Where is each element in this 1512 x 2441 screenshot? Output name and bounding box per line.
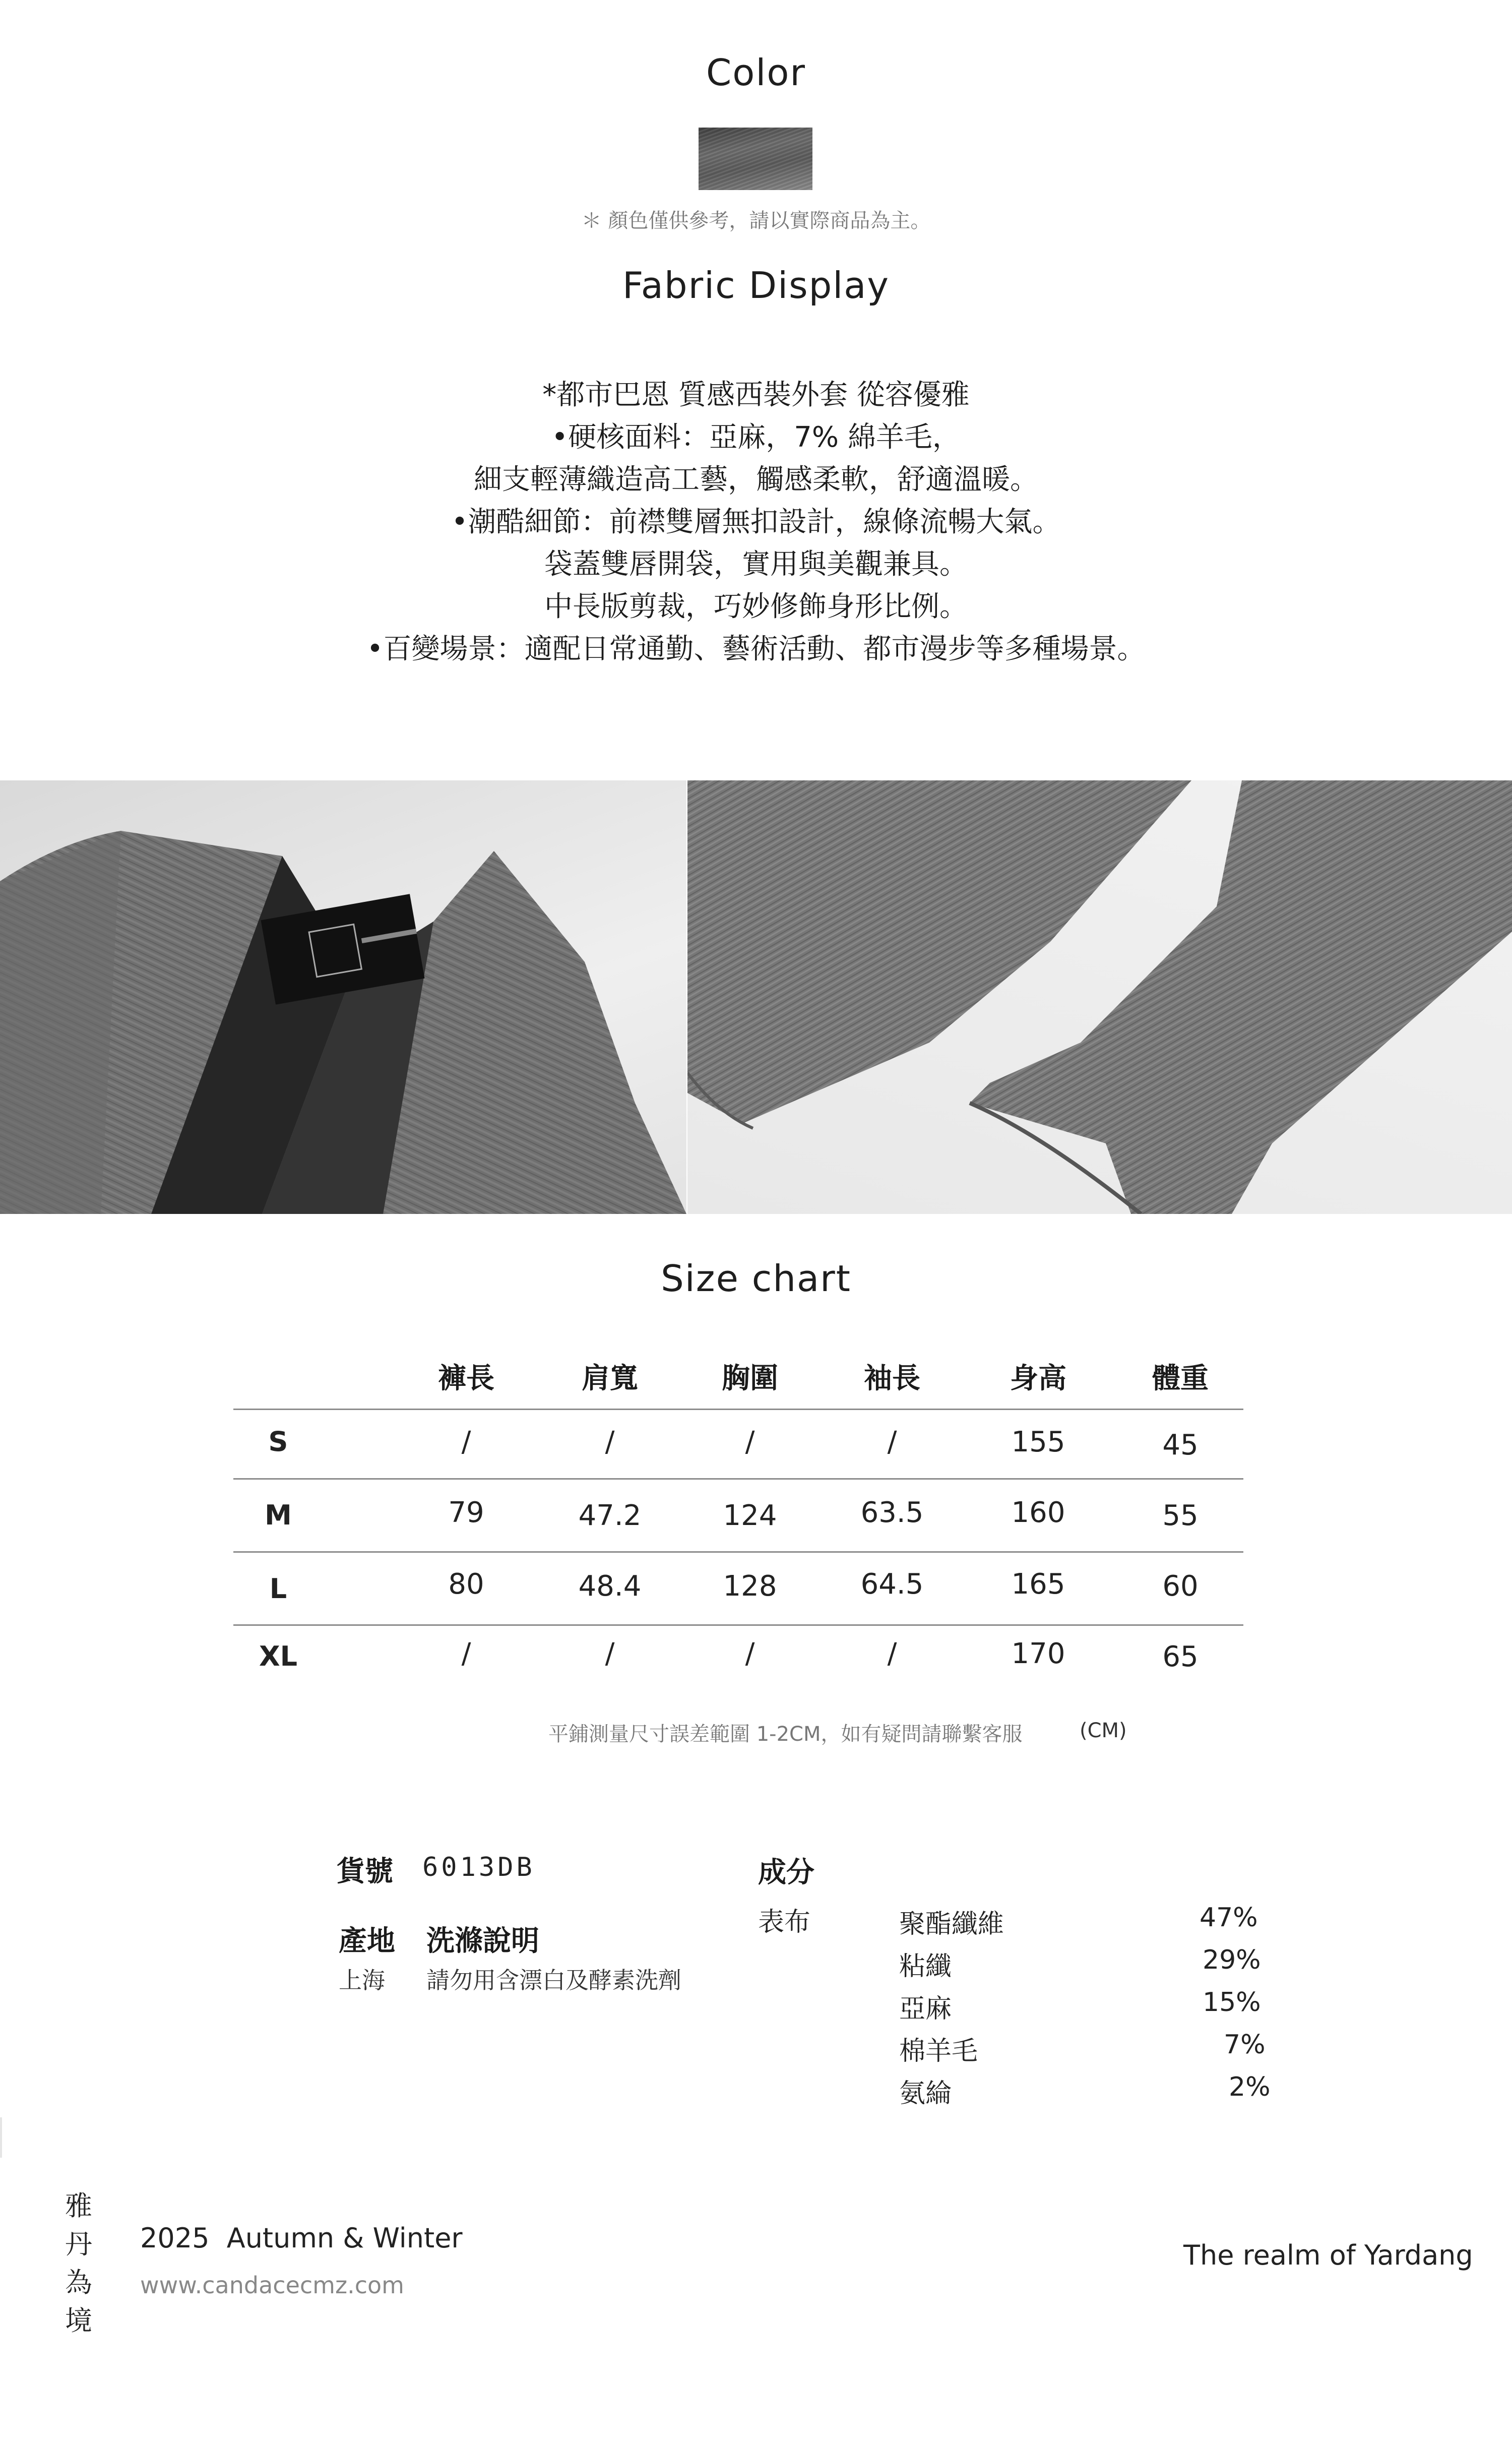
fabric-line: •潮酷細節：前襟雙層無扣設計，線條流暢大氣。 <box>451 506 1061 538</box>
size-chart-heading: Size chart <box>661 1257 851 1300</box>
composition-percent: 47% <box>1200 1903 1258 1933</box>
size-cell: 155 <box>1011 1426 1065 1458</box>
table-rule <box>233 1409 1243 1410</box>
table-rule <box>233 1551 1243 1553</box>
table-rule <box>233 1478 1243 1480</box>
size-cell: / <box>887 1426 897 1458</box>
brand-char: 境 <box>65 2305 92 2337</box>
size-col-header: 肩寬 <box>582 1362 638 1395</box>
composition-material: 聚酯纖維 <box>899 1909 1004 1939</box>
size-cell: / <box>605 1637 615 1670</box>
fabric-line: •硬核面料：亞麻，7% 綿羊毛， <box>551 421 961 454</box>
size-cell: 48.4 <box>578 1570 642 1603</box>
size-cell: / <box>745 1426 755 1458</box>
composition-material: 氨綸 <box>899 2079 952 2109</box>
vertical-brand-name <box>64 2187 94 2340</box>
size-cell: 65 <box>1162 1640 1199 1673</box>
size-cell: 79 <box>448 1496 484 1529</box>
size-note: 平鋪測量尺寸誤差範圍 1-2CM，如有疑問請聯繫客服 <box>548 1723 1023 1746</box>
origin-label: 產地 <box>339 1925 395 1958</box>
composition-label: 成分 <box>758 1856 814 1889</box>
item-number-label: 貨號 <box>337 1855 393 1888</box>
care-instructions: 請勿用含漂白及酵素洗劑 <box>426 1967 681 1994</box>
fabric-line: •百變場景：適配日常通勤、藝術活動、都市漫步等多種場景。 <box>366 633 1146 665</box>
composition-material: 粘纖 <box>899 1951 952 1982</box>
composition-percent: 7% <box>1224 2030 1266 2060</box>
shell-fabric-label: 表布 <box>758 1907 811 1937</box>
size-cell: 45 <box>1162 1429 1199 1461</box>
size-row-label: XL <box>259 1640 298 1672</box>
jacket-collar-photo <box>0 780 686 1214</box>
composition-percent: 29% <box>1203 1945 1261 1975</box>
size-row-label: S <box>268 1426 288 1457</box>
fabric-line: 袋蓋雙唇開袋，實用與美觀兼具。 <box>544 548 968 581</box>
size-cell: / <box>745 1637 755 1670</box>
website-link[interactable]: www.candacecmz.com <box>140 2272 404 2299</box>
composition-percent: 2% <box>1229 2072 1271 2102</box>
size-cell: 124 <box>723 1499 777 1532</box>
composition-material: 棉羊毛 <box>899 2036 978 2066</box>
size-cell: 64.5 <box>860 1568 924 1601</box>
size-cell: 47.2 <box>578 1499 642 1532</box>
origin-value: 上海 <box>339 1967 385 1994</box>
size-cell: / <box>461 1637 471 1670</box>
color-heading: Color <box>706 51 806 94</box>
brand-char: 雅 <box>65 2190 92 2222</box>
color-disclaimer: ＊ 顏色僅供參考，請以實際商品為主。 <box>581 209 931 232</box>
size-cell: 170 <box>1011 1637 1065 1670</box>
size-cell: 60 <box>1162 1570 1199 1603</box>
fabric-heading: Fabric Display <box>622 264 890 307</box>
size-cell: 160 <box>1011 1496 1065 1529</box>
size-cell: / <box>461 1426 471 1458</box>
size-row-label: L <box>269 1573 287 1605</box>
size-unit: (CM) <box>1080 1719 1127 1742</box>
page-edge-mark <box>0 2117 2 2158</box>
size-cell: 128 <box>723 1570 777 1603</box>
size-row-label: M <box>265 1499 292 1531</box>
item-number: 6013DB <box>422 1852 535 1882</box>
size-col-header: 褲長 <box>438 1362 494 1395</box>
size-cell: / <box>605 1426 615 1458</box>
size-cell: 63.5 <box>860 1496 924 1529</box>
color-swatch-grey[interactable] <box>699 128 812 190</box>
size-cell: 55 <box>1162 1499 1199 1532</box>
fabric-line: *都市巴恩 質感西裝外套 從容優雅 <box>542 379 970 411</box>
size-col-header: 袖長 <box>864 1362 920 1395</box>
size-cell: 165 <box>1011 1568 1065 1601</box>
fabric-description <box>0 374 1512 670</box>
composition-percent: 15% <box>1203 1987 1261 2018</box>
size-cell: / <box>887 1637 897 1670</box>
jacket-sleeve-photo <box>687 780 1512 1214</box>
size-col-header: 體重 <box>1152 1362 1209 1395</box>
size-cell: 80 <box>448 1568 484 1601</box>
brand-tagline: The realm of Yardang <box>1183 2239 1473 2271</box>
size-col-header: 身高 <box>1010 1362 1066 1395</box>
brand-char: 丹 <box>65 2228 92 2260</box>
fabric-line: 中長版剪裁，巧妙修飾身形比例。 <box>544 590 968 623</box>
brand-char: 為 <box>65 2267 92 2298</box>
care-label: 洗滌說明 <box>426 1925 539 1958</box>
composition-material: 亞麻 <box>899 1994 952 2024</box>
fabric-line: 細支輕薄織造高工藝，觸感柔軟，舒適溫暖。 <box>474 463 1038 496</box>
season-label: 2025 Autumn & Winter <box>140 2222 463 2254</box>
size-col-header: 胸圍 <box>722 1362 778 1395</box>
table-rule <box>233 1624 1243 1626</box>
